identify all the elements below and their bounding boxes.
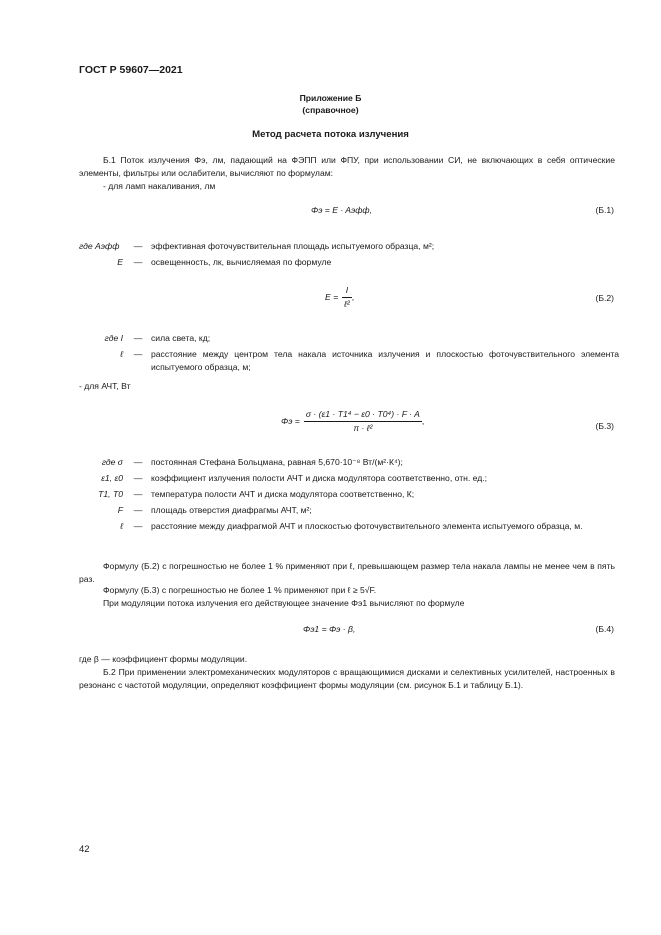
where-row [79,520,619,533]
eq3-lhs: Φэ = [281,415,300,426]
where-desc: температура полости АЧТ и диска модулятора соответственно, К; [151,488,415,499]
where-row [79,488,619,501]
where-desc: эффективная фоточувствительная площадь испытуемого образца, м²; [151,241,435,251]
paragraph-b1: Б.1 Поток излучения Φэ, лм, падающий на ФЭПП или ФПУ, при использовании СИ, не включающих в себя оптические элементы, фильтры или ослабители, вычисляют по формулам: [79,155,615,178]
eq2-tail: , [351,291,355,302]
where-symbol: где I [104,333,123,343]
eq2-fraction [342,284,355,311]
where-desc: коэффициент излучения полости АЧТ и диска модулятора соответственно, отн. ед.; [151,472,488,483]
eq2-denominator: ℓ² [344,298,350,309]
equation-b1-number: (Б.1) [595,205,614,215]
equation-b4: Φэ1 = Φэ · β, [303,624,356,634]
standard-header: ГОСТ Р 59607—2021 [79,64,183,76]
where-dash: — [133,241,143,251]
where-desc: сила света, кд; [151,333,211,343]
eq3-tail: , [421,415,425,426]
equation-b2 [325,284,354,311]
where-dash: — [133,457,143,467]
equation-b1: Φэ = E · Aэфф, [311,205,372,215]
page-number: 42 [79,844,90,855]
where-row [79,256,619,269]
where-symbol: E [117,256,123,267]
where-row [79,240,619,253]
where-block-1 [79,240,619,269]
where-symbol: где Aэфф [79,241,120,251]
appendix-title: Приложение Б [299,93,362,103]
paragraph-b2: Б.2 При применении электромеханических модуляторов с вращающимися дисками и селективных усилителей, настроенных в резонанс с частотой модуляции, определяют коэффициент формы модуляции (см. рисунок Б.1 и таблицу Б.1). [79,667,615,690]
where-desc: площадь отверстия диафрагмы АЧТ, м²; [151,504,312,515]
where-dash: — [133,504,143,515]
where-row [79,456,619,469]
equation-b3 [281,408,424,435]
where-symbol: ℓ [120,520,123,531]
where-desc: расстояние между диафрагмой АЧТ и плоскостью фоточувствительного элемента испытуемого образца, м. [151,520,583,531]
where-dash: — [133,348,143,359]
where-block-2 [79,332,619,374]
where-symbol: где σ [101,457,123,467]
eq3-denominator: π · ℓ² [353,422,373,433]
where-dash: — [133,472,143,483]
where-beta: где β — коэффициент формы модуляции. [79,654,248,664]
eq3-numerator: σ · (ε1 · T1⁴ − ε0 · T0⁴) · F · A [304,408,422,422]
paragraph-lamps: - для ламп накаливания, лм [103,181,216,191]
equation-b2-number: (Б.2) [595,293,614,303]
paragraph-formula-b3: Формулу (Б.3) с погрешностью не более 1 % применяют при ℓ ≥ 5√F. [103,585,377,595]
eq3-fraction [304,408,425,435]
where-row [79,348,619,374]
paragraph-formula-b2: Формулу (Б.2) с погрешностью не более 1 % применяют при ℓ, превышающем размер тела накала лампы не менее чем в пять раз. [79,561,615,584]
eq2-numerator: I [342,284,352,298]
where-symbol: T1, T0 [98,488,123,499]
where-block-3 [79,456,619,532]
where-symbol: ℓ [120,348,123,359]
where-desc: постоянная Стефана Больцмана, равная 5,670·10⁻⁸ Вт/(м²·К⁴); [151,457,403,467]
eq2-lhs: E = [325,291,339,302]
where-row [79,472,619,485]
where-dash: — [133,520,143,531]
where-row [79,504,619,517]
paragraph-acht: - для АЧТ, Вт [79,381,131,391]
paragraph-modulation: При модуляции потока излучения его действующее значение Φэ1 вычисляют по формуле [103,598,465,608]
where-dash: — [133,333,143,343]
where-desc: расстояние между центром тела накала источника излучения и плоскостью фоточувствительного элемента испытуемого образца, м; [151,348,619,372]
where-symbol: ε1, ε0 [101,472,123,483]
where-dash: — [133,488,143,499]
section-title: Метод расчета потока излучения [252,129,409,140]
where-row [79,332,619,345]
where-dash: — [133,256,143,267]
appendix-subtitle: (справочное) [302,105,359,115]
equation-b3-number: (Б.3) [595,421,614,431]
where-symbol: F [117,504,123,515]
equation-b4-number: (Б.4) [595,624,614,634]
where-desc: освещенность, лк, вычисляемая по формуле [151,256,332,267]
